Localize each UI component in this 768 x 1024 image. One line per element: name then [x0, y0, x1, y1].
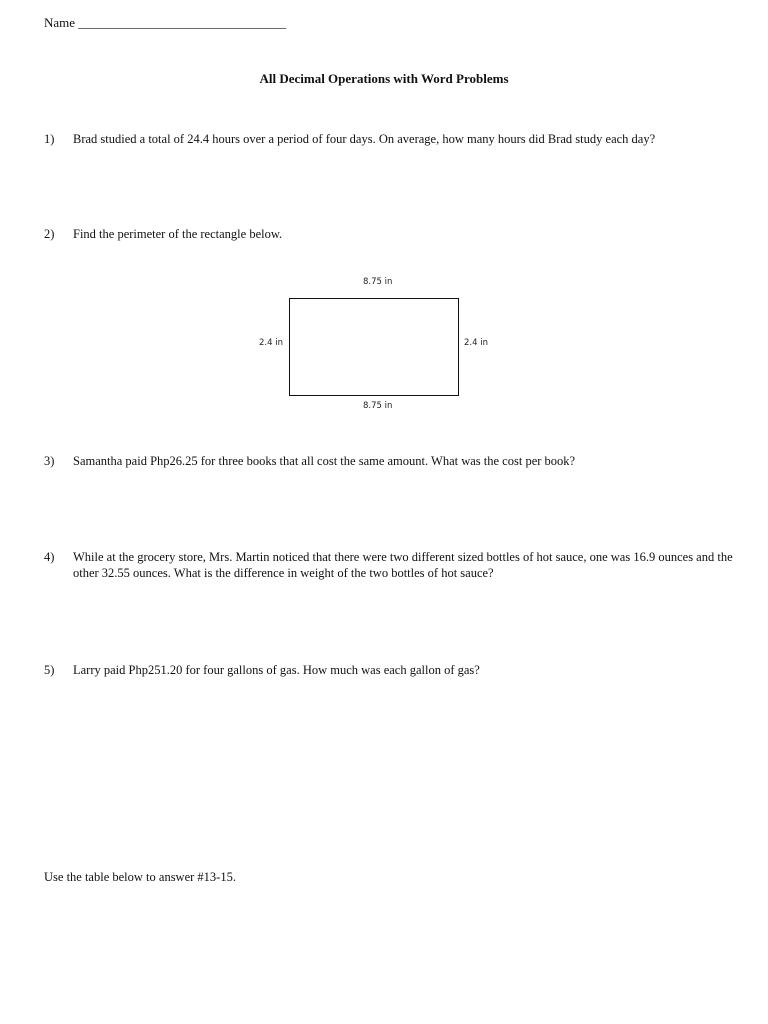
question-2	[44, 226, 734, 242]
rectangle-bottom-label: 8.75 in	[363, 401, 393, 411]
question-text: Samantha paid Php26.25 for three books that all cost the same amount. What was the cost per book?	[73, 454, 576, 468]
table-instruction: Use the table below to answer #13-15.	[44, 870, 236, 884]
question-text: While at the grocery store, Mrs. Martin noticed that there were two different sized bottles of hot sauce, one was 16.9 ounces and the other 32.55 ounces. What is the difference in weight of the two bottles of hot sauce?	[73, 550, 733, 580]
question-text: Brad studied a total of 24.4 hours over a period of four days. On average, how many hours did Brad study each day?	[73, 132, 656, 146]
question-text: Find the perimeter of the rectangle below.	[73, 227, 283, 241]
question-number: 1)	[44, 132, 55, 146]
worksheet-title: All Decimal Operations with Word Problems	[259, 71, 509, 86]
question-number: 3)	[44, 454, 55, 468]
question-5	[44, 662, 734, 678]
question-4	[44, 549, 734, 581]
question-1	[44, 131, 734, 147]
question-number: 2)	[44, 227, 55, 241]
rectangle-top-label: 8.75 in	[363, 277, 393, 287]
question-text: Larry paid Php251.20 for four gallons of gas. How much was each gallon of gas?	[73, 663, 480, 677]
rectangle-right-label: 2.4 in	[464, 338, 488, 348]
question-3	[44, 453, 734, 469]
question-number: 4)	[44, 550, 55, 564]
rectangle-left-label: 2.4 in	[259, 338, 283, 348]
name-field-label: Name ________________________________	[44, 15, 287, 30]
question-number: 5)	[44, 663, 55, 677]
rectangle-shape	[289, 298, 459, 396]
